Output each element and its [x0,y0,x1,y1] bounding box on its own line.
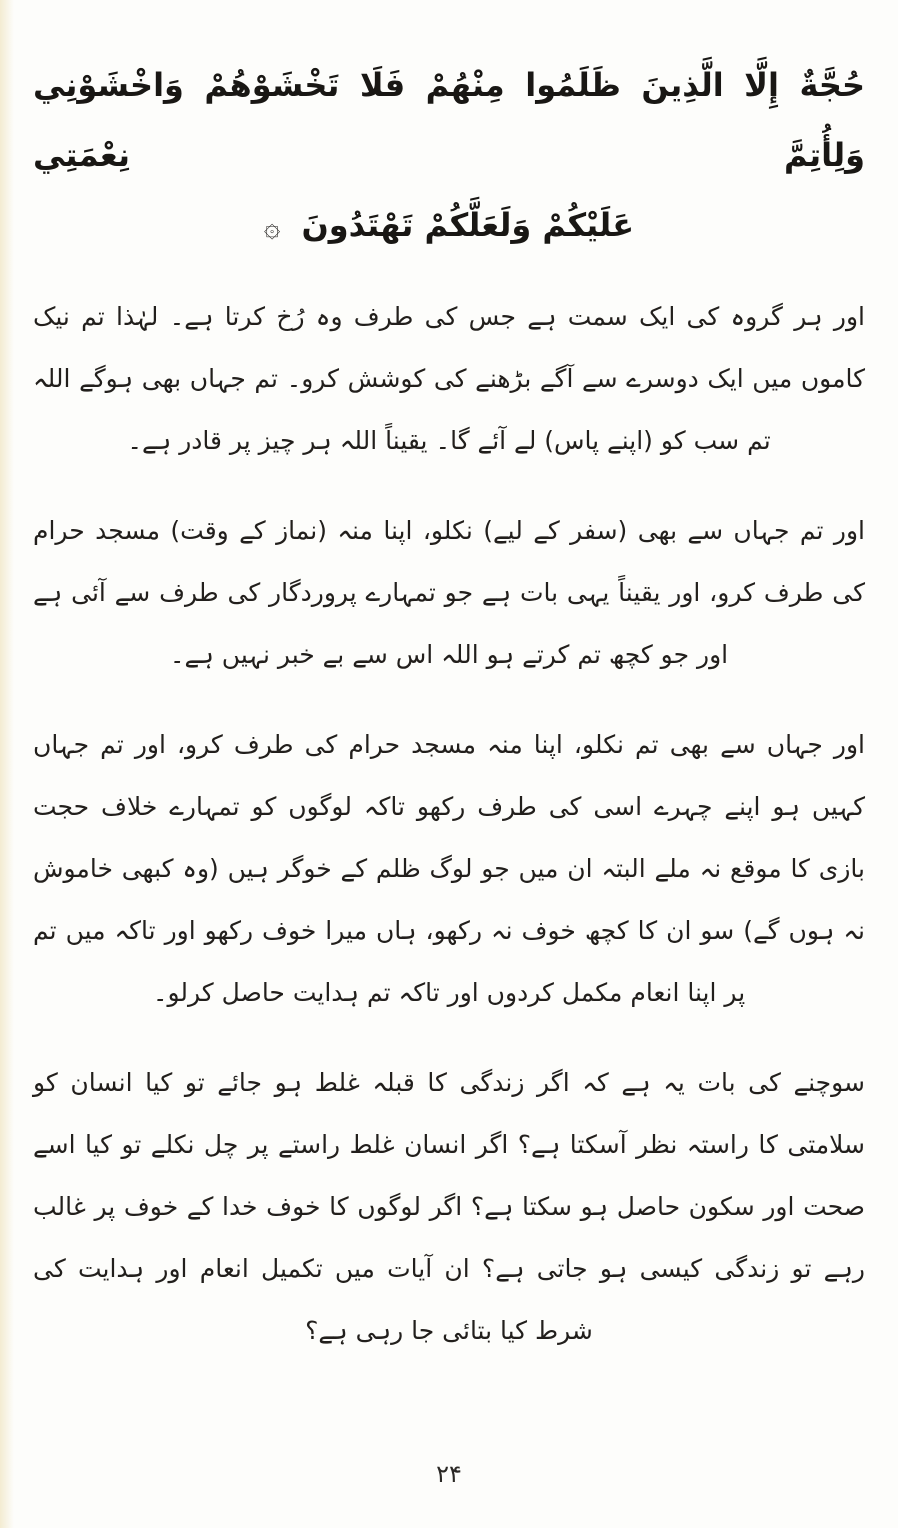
quran-verse-line-2-text: عَلَيْكُمْ وَلَعَلَّكُمْ تَهْتَدُونَ [301,206,635,244]
urdu-translation-paragraph-3: اور جہاں سے بھی تم نکلو، اپنا منہ مسجد حرام کی طرف کرو، اور تم جہاں کہیں ہو اپنے چہرے اسی کی طرف رکھو تاکہ لوگوں کو تمہارے خلاف حجت بازی کا موقع نہ ملے البتہ ان میں جو لوگ ظلم کے خوگر ہیں (وہ کبھی خاموش نہ ہوں گے) سو ان کا کچھ خوف نہ رکھو، ہاں میرا خوف رکھو اور تاکہ میں تم پر اپنا انعام مکمل کردوں اور تاکہ تم ہدایت حاصل کرلو۔ [33,730,865,1007]
urdu-translation-paragraph-1: اور ہر گروہ کی ایک سمت ہے جس کی طرف وہ رُخ کرتا ہے۔ لہٰذا تم نیک کاموں میں ایک دوسرے سے آگے بڑھنے کی کوشش کرو۔ تم جہاں بھی ہوگے اللہ تم سب کو (اپنے پاس) لے آئے گا۔ یقیناً اللہ ہر چیز پر قادر ہے۔ [33,302,865,455]
ayah-end-marker-icon: ۞ [263,210,281,243]
urdu-translation-paragraph-2: اور تم جہاں سے بھی (سفر کے لیے) نکلو، اپنا منہ (نماز کے وقت) مسجد حرام کی طرف کرو، اور یقیناً یہی بات ہے جو تمہارے پروردگار کی طرف سے آئی ہے اور جو کچھ تم کرتے ہو اللہ اس سے بے خبر نہیں ہے۔ [33,516,865,669]
page-number: ۲۴ [436,1460,462,1488]
urdu-commentary-paragraph: سوچنے کی بات یہ ہے کہ اگر زندگی کا قبلہ غلط ہو جائے تو کیا انسان کو سلامتی کا راستہ نظر آسکتا ہے؟ اگر انسان غلط راستے پر چل نکلے تو کیا اسے صحت اور سکون حاصل ہو سکتا ہے؟ اگر لوگوں کا خوف خدا کے خوف پر غالب رہے تو زندگی کیسی ہو جاتی ہے؟ ان آیات میں تکمیل انعام اور ہدایت کی شرط کیا بتائی جا رہی ہے؟ [33,1068,865,1345]
quran-verse-block [33,50,865,262]
quran-verse-line-1: حُجَّةٌ إِلَّا الَّذِينَ ظَلَمُوا مِنْهُمْ فَلَا تَخْشَوْهُمْ وَاخْشَوْنِي وَلِأُتِمَّ نِعْمَتِي [33,66,865,174]
quran-verse-line-2 [33,190,865,262]
